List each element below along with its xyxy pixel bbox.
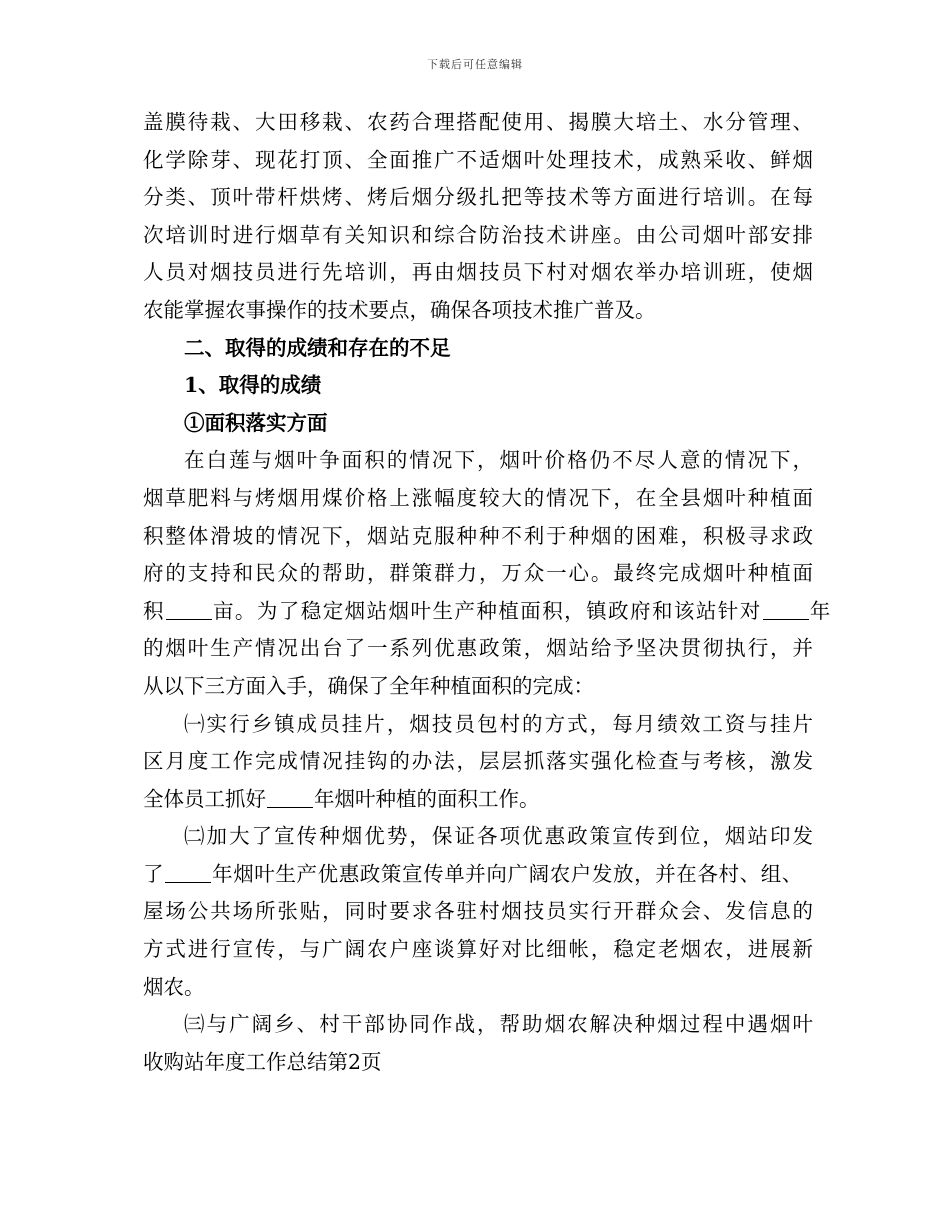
- paragraph-line: 次培训时进行烟草有关知识和综合防治技术讲座。由公司烟叶部安排: [143, 222, 813, 247]
- list-item-line: ㈢与广阔乡、村干部协同作战，帮助烟农解决种烟过程中遇烟叶: [184, 1012, 813, 1037]
- paragraph-line: 的烟叶生产情况出台了一系列优惠政策，烟站给予坚决贯彻执行，并: [143, 636, 813, 661]
- paragraph-line: 盖膜待栽、大田移栽、农药合理搭配使用、揭膜大培土、水分管理、: [143, 110, 813, 134]
- fill-blank: [763, 618, 809, 620]
- document-body: [143, 104, 832, 1081]
- list-item-line: 收购站年度工作总结第2页: [143, 1049, 382, 1074]
- list-item-line: ㈠实行乡镇成员挂片，烟技员包村的方式，每月绩效工资与挂片: [184, 711, 813, 736]
- list-item-line: 屋场公共场所张贴，同时要求各驻村烟技员实行开群众会、发信息的: [143, 899, 813, 924]
- paragraph-line: 化学除芽、现花打顶、全面推广不适烟叶处理技术，成熟采收、鲜烟: [143, 147, 813, 172]
- paragraph-line: 积整体滑坡的情况下，烟站克服种种不利于种烟的困难，积极寻求政: [143, 523, 813, 548]
- list-item-line: 区月度工作完成情况挂钩的办法，层层抓落实强化检查与考核，激发: [143, 749, 813, 774]
- text-span: 亩。为了稳定烟站烟叶生产种植面积，镇政府和该站针对: [212, 598, 762, 623]
- paragraph-line: 府的支持和民众的帮助，群策群力，万众一心。最终完成烟叶种植面: [143, 561, 813, 586]
- fill-blank: [165, 881, 211, 883]
- list-item-line: 方式进行宣传，与广阔农户座谈算好对比细帐，稳定老烟农，进展新: [143, 937, 813, 962]
- fill-blank: [267, 806, 313, 808]
- list-item-line: 烟农。: [143, 974, 205, 999]
- text-span: 了: [143, 861, 165, 886]
- list-item-line: [143, 781, 813, 819]
- subsection-heading: 1、取得的成绩: [184, 373, 322, 398]
- paragraph-line: 烟草肥料与烤烟用煤价格上涨幅度较大的情况下，在全县烟叶种植面: [143, 485, 813, 510]
- text-span: 年: [809, 598, 832, 623]
- header-note: 下载后可任意编辑: [427, 58, 523, 71]
- paragraph-line: 分类、顶叶带杆烘烤、烤后烟分级扎把等技术等方面进行培训。在每: [143, 185, 813, 210]
- paragraph-line: 农能掌握农事操作的技术要点，确保各项技术推广普及。: [143, 297, 656, 322]
- paragraph-line: 从以下三方面入手，确保了全年种植面积的完成：: [143, 673, 594, 698]
- text-span: 年烟叶生产优惠政策宣传单并向广阔农户发放，并在各村、组、: [212, 861, 803, 886]
- fill-blank: [166, 618, 212, 620]
- list-item-line: ㈡加大了宣传种烟优势，保证各项优惠政策宣传到位，烟站印发: [184, 824, 813, 849]
- text-span: 积: [143, 598, 165, 623]
- text-span: 全体员工抓好: [143, 786, 266, 811]
- section-heading: 二、取得的成绩和存在的不足: [184, 335, 451, 360]
- subsubsection-heading: ①面积落实方面: [184, 410, 328, 435]
- paragraph-line: 人员对烟技员进行先培训，再由烟技员下村对烟农举办培训班，使烟: [143, 260, 813, 285]
- text-span: 年烟叶种植的面积工作。: [314, 786, 540, 811]
- paragraph-line: 在白莲与烟叶争面积的情况下，烟叶价格仍不尽人意的情况下，: [184, 448, 813, 473]
- paragraph-line: [143, 593, 832, 631]
- list-item-line: [143, 856, 813, 894]
